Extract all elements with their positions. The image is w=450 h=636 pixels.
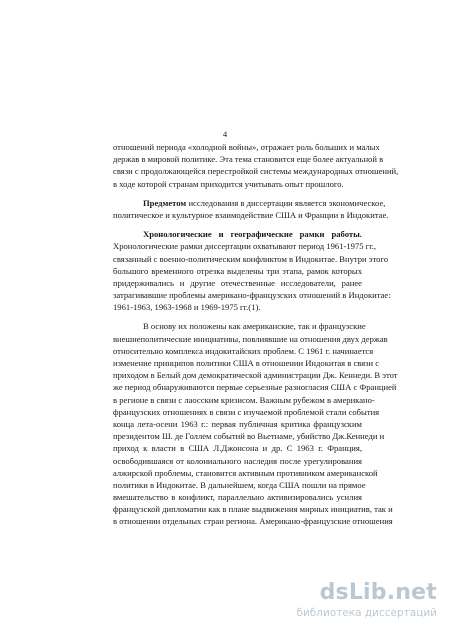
- text-fragment: исследования в диссертации является экономическое,: [188, 197, 386, 208]
- heading-word: Хронологические: [143, 229, 212, 240]
- text-line: вмешательство в конфликт, параллельно активизировались усилия: [113, 492, 362, 503]
- text-line: в ходе которой странам приходится учитывать опыт прошлого.: [113, 178, 344, 189]
- text-line: [113, 197, 386, 209]
- text-line: французской дипломатии как в плане выдвижения мирных инициатив, так и: [113, 504, 393, 515]
- text-line: Хронологические рамки диссертации охватывают период 1961-1975 гг.,: [113, 241, 377, 252]
- text-line: внешнеполитические инициативы, повлиявшие на отношения двух держав: [113, 333, 388, 344]
- section-heading-line: [113, 228, 362, 240]
- text-line: президентом Ш. де Голлем событий во Вьетнаме, убийство Дж.Кеннеди и: [113, 431, 385, 442]
- heading-word: работы.: [331, 229, 362, 240]
- heading-word: рамки: [299, 229, 325, 240]
- text-line: политики в Индокитае. В дальнейшем, когда США пошли на прямое: [113, 479, 366, 490]
- text-line: придерживались и другие отечественные исследователи, ранее: [113, 277, 362, 288]
- body-text: [113, 141, 399, 528]
- heading-word: географические: [230, 229, 293, 240]
- watermark: [227, 580, 437, 618]
- text-line: приход к власти в США Л.Джонсона и др. С 1963 г. Франция,: [113, 443, 362, 454]
- text-line: связанный с военно-политическим конфликтом в Индокитае. Внутри этого: [113, 253, 389, 264]
- text-line: 1961-1963, 1963-1968 и 1969-1975 гг.(1).: [113, 302, 261, 313]
- text-line: политическое и культурное взаимодействие США и Франции в Индокитае.: [113, 209, 389, 220]
- text-line: алжирской проблемы, становится активным противником американской: [113, 467, 378, 478]
- text-line: относительно комплекса индокитайских проблем. С 1961 г. начинается: [113, 345, 374, 356]
- text-line: большого временного отрезка выделены три этапа, рамок которых: [113, 265, 362, 276]
- text-line: В основу их положены как американские, так и французские: [143, 321, 366, 332]
- text-line: изменение принципов политики США в отношении Индокитая в связи с: [113, 358, 380, 368]
- text-line: отношений периода «холодной войны», отражает роль больших и малых: [113, 142, 380, 152]
- watermark-subtitle: библиотека диссертаций: [296, 607, 437, 619]
- text-line: в отношении отдельных стран региона. Американо-французские отношения: [113, 516, 393, 527]
- text-line: французских отношениях в связи с изучаемой проблемой стали события: [113, 406, 380, 417]
- text-line: приходом в Белый дом демократической администрации Дж. Кеннеди. В этот: [113, 370, 398, 381]
- text-line: освободившаяся от колониального наследия после урегулирования: [113, 455, 362, 466]
- text-line: в регионе в связи с лаосским кризисом. Важным рубежом в американо-: [113, 394, 375, 405]
- page-number: 4: [222, 129, 228, 139]
- text-line: связи с продолжающейся перестройкой системы международных отношений,: [113, 166, 399, 177]
- subject-term: Предметом: [143, 197, 187, 208]
- heading-word: и: [218, 229, 224, 240]
- text-line: же период обнаруживаются первые серьезные разногласия США с Францией: [113, 382, 397, 393]
- text-line: держав в мировой политике. Эта тема становится еще более актуальной в: [113, 154, 384, 165]
- text-line: затрагивавшие проблемы американо-французских отношений в Индокитае:: [113, 290, 391, 301]
- text-line: конца лета-осени 1963 г.: первая публичная критика французским: [113, 418, 362, 429]
- watermark-logo: dsLib.net: [319, 580, 437, 605]
